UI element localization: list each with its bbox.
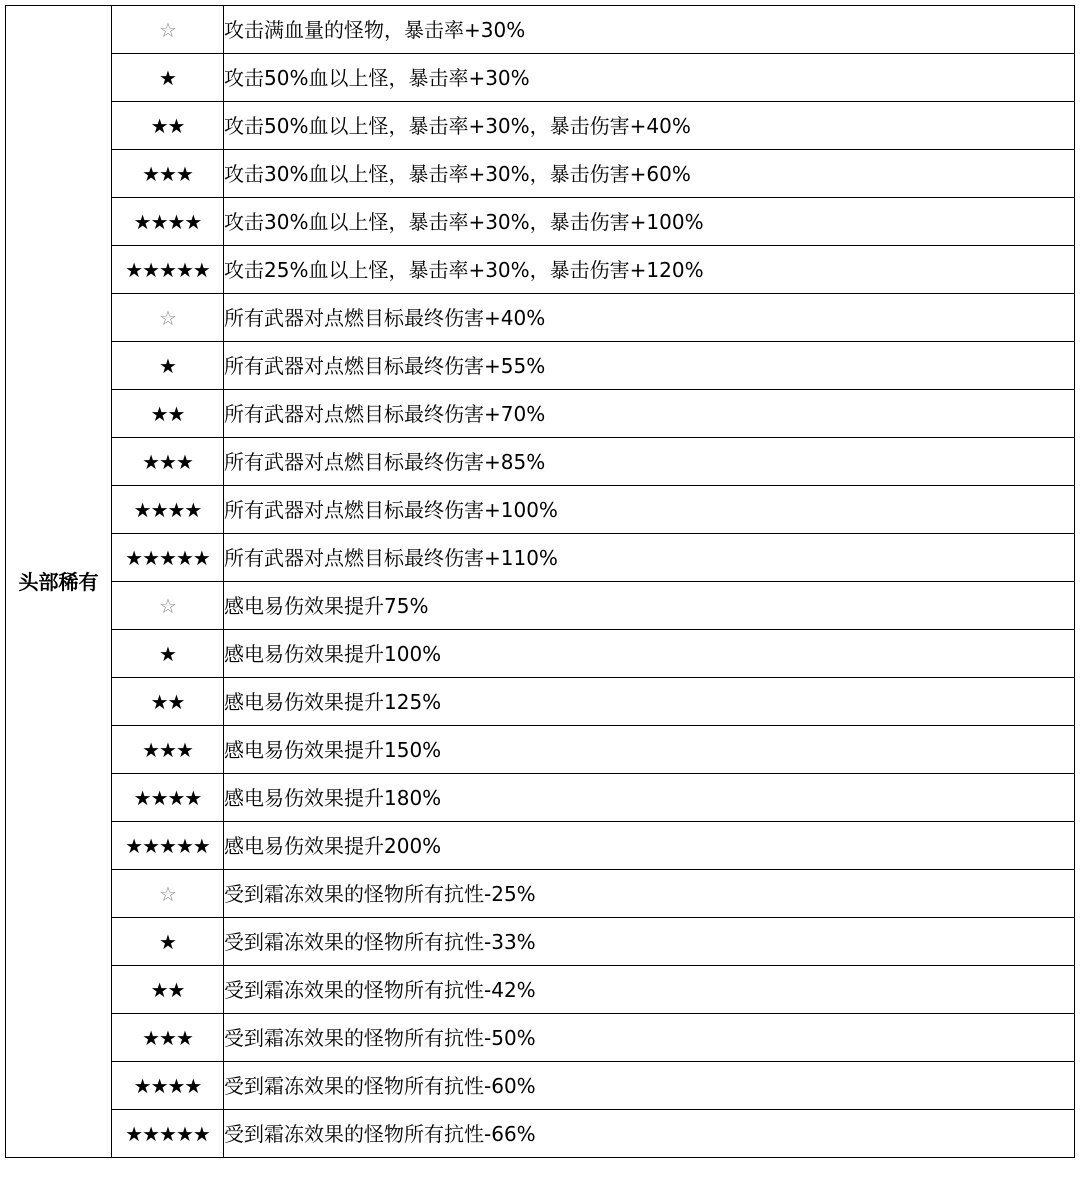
effect-description: 攻击25%血以上怪，暴击率+30%，暴击伤害+120%	[224, 246, 1075, 294]
table-row	[6, 630, 1075, 678]
effect-description: 所有武器对点燃目标最终伤害+40%	[224, 294, 1075, 342]
table-row	[6, 102, 1075, 150]
effect-description: 感电易伤效果提升200%	[224, 822, 1075, 870]
star-rating: ★★★★★	[112, 246, 224, 294]
effect-description: 受到霜冻效果的怪物所有抗性-66%	[224, 1110, 1075, 1158]
table-row	[6, 438, 1075, 486]
star-rating: ★	[112, 918, 224, 966]
effect-description: 受到霜冻效果的怪物所有抗性-33%	[224, 918, 1075, 966]
table-row	[6, 150, 1075, 198]
table-row	[6, 918, 1075, 966]
star-rating: ★★★★	[112, 774, 224, 822]
table-row	[6, 6, 1075, 54]
table-row	[6, 342, 1075, 390]
effect-description: 所有武器对点燃目标最终伤害+110%	[224, 534, 1075, 582]
effect-description: 受到霜冻效果的怪物所有抗性-50%	[224, 1014, 1075, 1062]
effect-description: 攻击30%血以上怪，暴击率+30%，暴击伤害+60%	[224, 150, 1075, 198]
table-row	[6, 678, 1075, 726]
rarity-table-body	[6, 6, 1075, 1158]
star-rating: ★★★	[112, 1014, 224, 1062]
star-rating: ★★★	[112, 438, 224, 486]
empty-star-icon: ☆	[112, 6, 224, 54]
star-rating: ★★★★	[112, 486, 224, 534]
effect-description: 攻击50%血以上怪，暴击率+30%	[224, 54, 1075, 102]
table-row	[6, 486, 1075, 534]
table-row	[6, 1062, 1075, 1110]
table-row	[6, 534, 1075, 582]
table-row	[6, 726, 1075, 774]
table-row	[6, 1110, 1075, 1158]
star-rating: ★★★	[112, 726, 224, 774]
effect-description: 感电易伤效果提升100%	[224, 630, 1075, 678]
star-rating: ★	[112, 54, 224, 102]
empty-star-icon: ☆	[112, 870, 224, 918]
star-rating: ★	[112, 342, 224, 390]
effect-description: 受到霜冻效果的怪物所有抗性-42%	[224, 966, 1075, 1014]
table-row	[6, 966, 1075, 1014]
table-row	[6, 294, 1075, 342]
empty-star-icon: ☆	[112, 294, 224, 342]
star-rating: ★★	[112, 390, 224, 438]
effect-description: 所有武器对点燃目标最终伤害+100%	[224, 486, 1075, 534]
empty-star-icon: ☆	[112, 582, 224, 630]
effect-description: 感电易伤效果提升150%	[224, 726, 1075, 774]
effect-description: 受到霜冻效果的怪物所有抗性-60%	[224, 1062, 1075, 1110]
effect-description: 所有武器对点燃目标最终伤害+55%	[224, 342, 1075, 390]
star-rating: ★★★★	[112, 1062, 224, 1110]
table-row	[6, 582, 1075, 630]
table-row	[6, 774, 1075, 822]
star-rating: ★★	[112, 678, 224, 726]
star-rating: ★★★	[112, 150, 224, 198]
effect-description: 受到霜冻效果的怪物所有抗性-25%	[224, 870, 1075, 918]
star-rating: ★★★★★	[112, 822, 224, 870]
table-row	[6, 1014, 1075, 1062]
table-row	[6, 390, 1075, 438]
effect-description: 所有武器对点燃目标最终伤害+70%	[224, 390, 1075, 438]
effect-description: 感电易伤效果提升75%	[224, 582, 1075, 630]
effect-description: 所有武器对点燃目标最终伤害+85%	[224, 438, 1075, 486]
effect-description: 攻击50%血以上怪，暴击率+30%，暴击伤害+40%	[224, 102, 1075, 150]
table-row	[6, 54, 1075, 102]
table-row	[6, 822, 1075, 870]
effect-description: 感电易伤效果提升180%	[224, 774, 1075, 822]
star-rating: ★★★★	[112, 198, 224, 246]
effect-description: 感电易伤效果提升125%	[224, 678, 1075, 726]
star-rating: ★	[112, 630, 224, 678]
category-label: 头部稀有	[6, 6, 112, 1158]
table-row	[6, 246, 1075, 294]
star-rating: ★★★★★	[112, 534, 224, 582]
star-rating: ★★	[112, 966, 224, 1014]
star-rating: ★★★★★	[112, 1110, 224, 1158]
rarity-table	[5, 5, 1075, 1158]
table-row	[6, 870, 1075, 918]
table-row	[6, 198, 1075, 246]
star-rating: ★★	[112, 102, 224, 150]
effect-description: 攻击满血量的怪物，暴击率+30%	[224, 6, 1075, 54]
effect-description: 攻击30%血以上怪，暴击率+30%，暴击伤害+100%	[224, 198, 1075, 246]
